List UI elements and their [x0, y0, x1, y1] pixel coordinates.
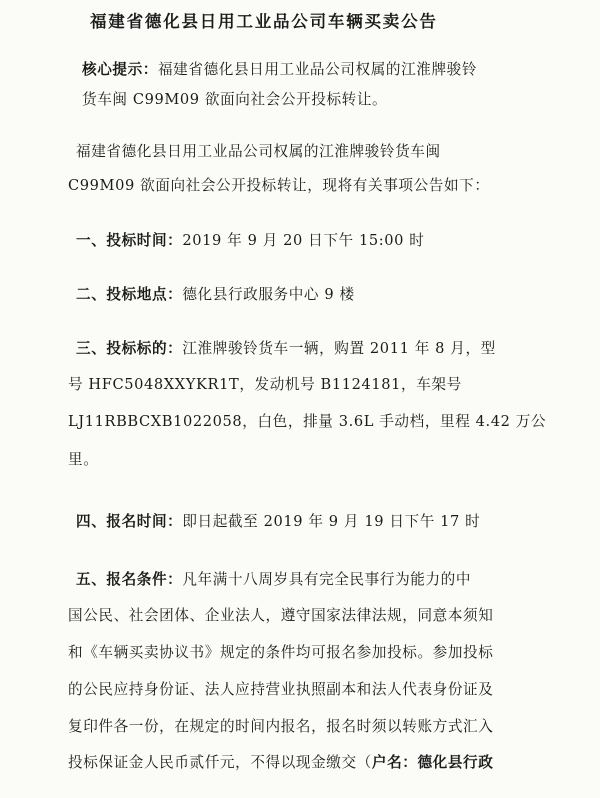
section-5-line-1 — [76, 568, 471, 589]
section-2-text: 德化县行政服务中心 9 楼 — [182, 286, 355, 303]
section-4-label: 四、报名时间： — [76, 513, 183, 530]
notice-label: 核心提示： — [82, 61, 158, 78]
section-5-line-4: 的公民应持身份证、法人应持营业执照副本和法人代表身份证及 — [68, 681, 494, 698]
section-1 — [76, 229, 424, 250]
section-5-line-5: 复印件各一份，在规定的时间内报名，报名时须以转账方式汇入 — [68, 718, 494, 735]
section-1-text: 2019 年 9 月 20 日下午 15:00 时 — [182, 232, 425, 249]
document-title: 福建省德化县日用工业品公司车辆买卖公告 — [90, 12, 438, 31]
section-2 — [76, 283, 355, 304]
section-5-label: 五、报名条件： — [76, 571, 183, 588]
section-5-line-6 — [68, 751, 493, 772]
notice-text: 福建省德化县日用工业品公司权属的江淮牌骏铃 — [157, 61, 478, 78]
section-3-line-1 — [76, 337, 496, 358]
section-5-text: 凡年满十八周岁具有完全民事行为能力的中 — [182, 571, 472, 588]
section-1-label: 一、投标时间： — [76, 232, 183, 249]
section-2-label: 二、投标地点： — [76, 286, 183, 303]
section-3-line-3: LJ11RBBCXB1022058，白色，排量 3.6L 手动档，里程 4.42 万公 — [68, 413, 547, 430]
section-4-text: 即日起截至 2019 年 9 月 19 日下午 17 时 — [182, 513, 481, 530]
notice-line-2: 货车闽 C99M09 欲面向社会公开投标转让。 — [82, 91, 388, 108]
section-3-line-2: 号 HFC5048XXYKR1T，发动机号 B1124181，车架号 — [68, 376, 462, 393]
notice-line-1 — [82, 58, 477, 79]
intro-line-1: 福建省德化县日用工业品公司权属的江淮牌骏铃货车闽 — [76, 143, 441, 160]
section-4 — [76, 510, 480, 531]
section-5-line-3: 和《车辆买卖协议书》规定的条件均可报名参加投标。参加投标 — [68, 644, 494, 661]
section-3-label: 三、投标标的： — [76, 340, 183, 357]
intro-line-2: C99M09 欲面向社会公开投标转让，现将有关事项公告如下： — [68, 177, 490, 194]
section-5-line-2: 国公民、社会团体、企业法人，遵守国家法律法规，同意本须知 — [68, 607, 494, 624]
section-5-line-6-text: 投标保证金人民币贰仟元，不得以现金缴交（ — [68, 754, 372, 771]
section-3-line-4: 里。 — [68, 451, 99, 468]
section-3-text: 江淮牌骏铃货车一辆，购置 2011 年 8 月，型 — [182, 340, 496, 357]
account-name-label: 户名：德化县行政 — [371, 754, 494, 771]
